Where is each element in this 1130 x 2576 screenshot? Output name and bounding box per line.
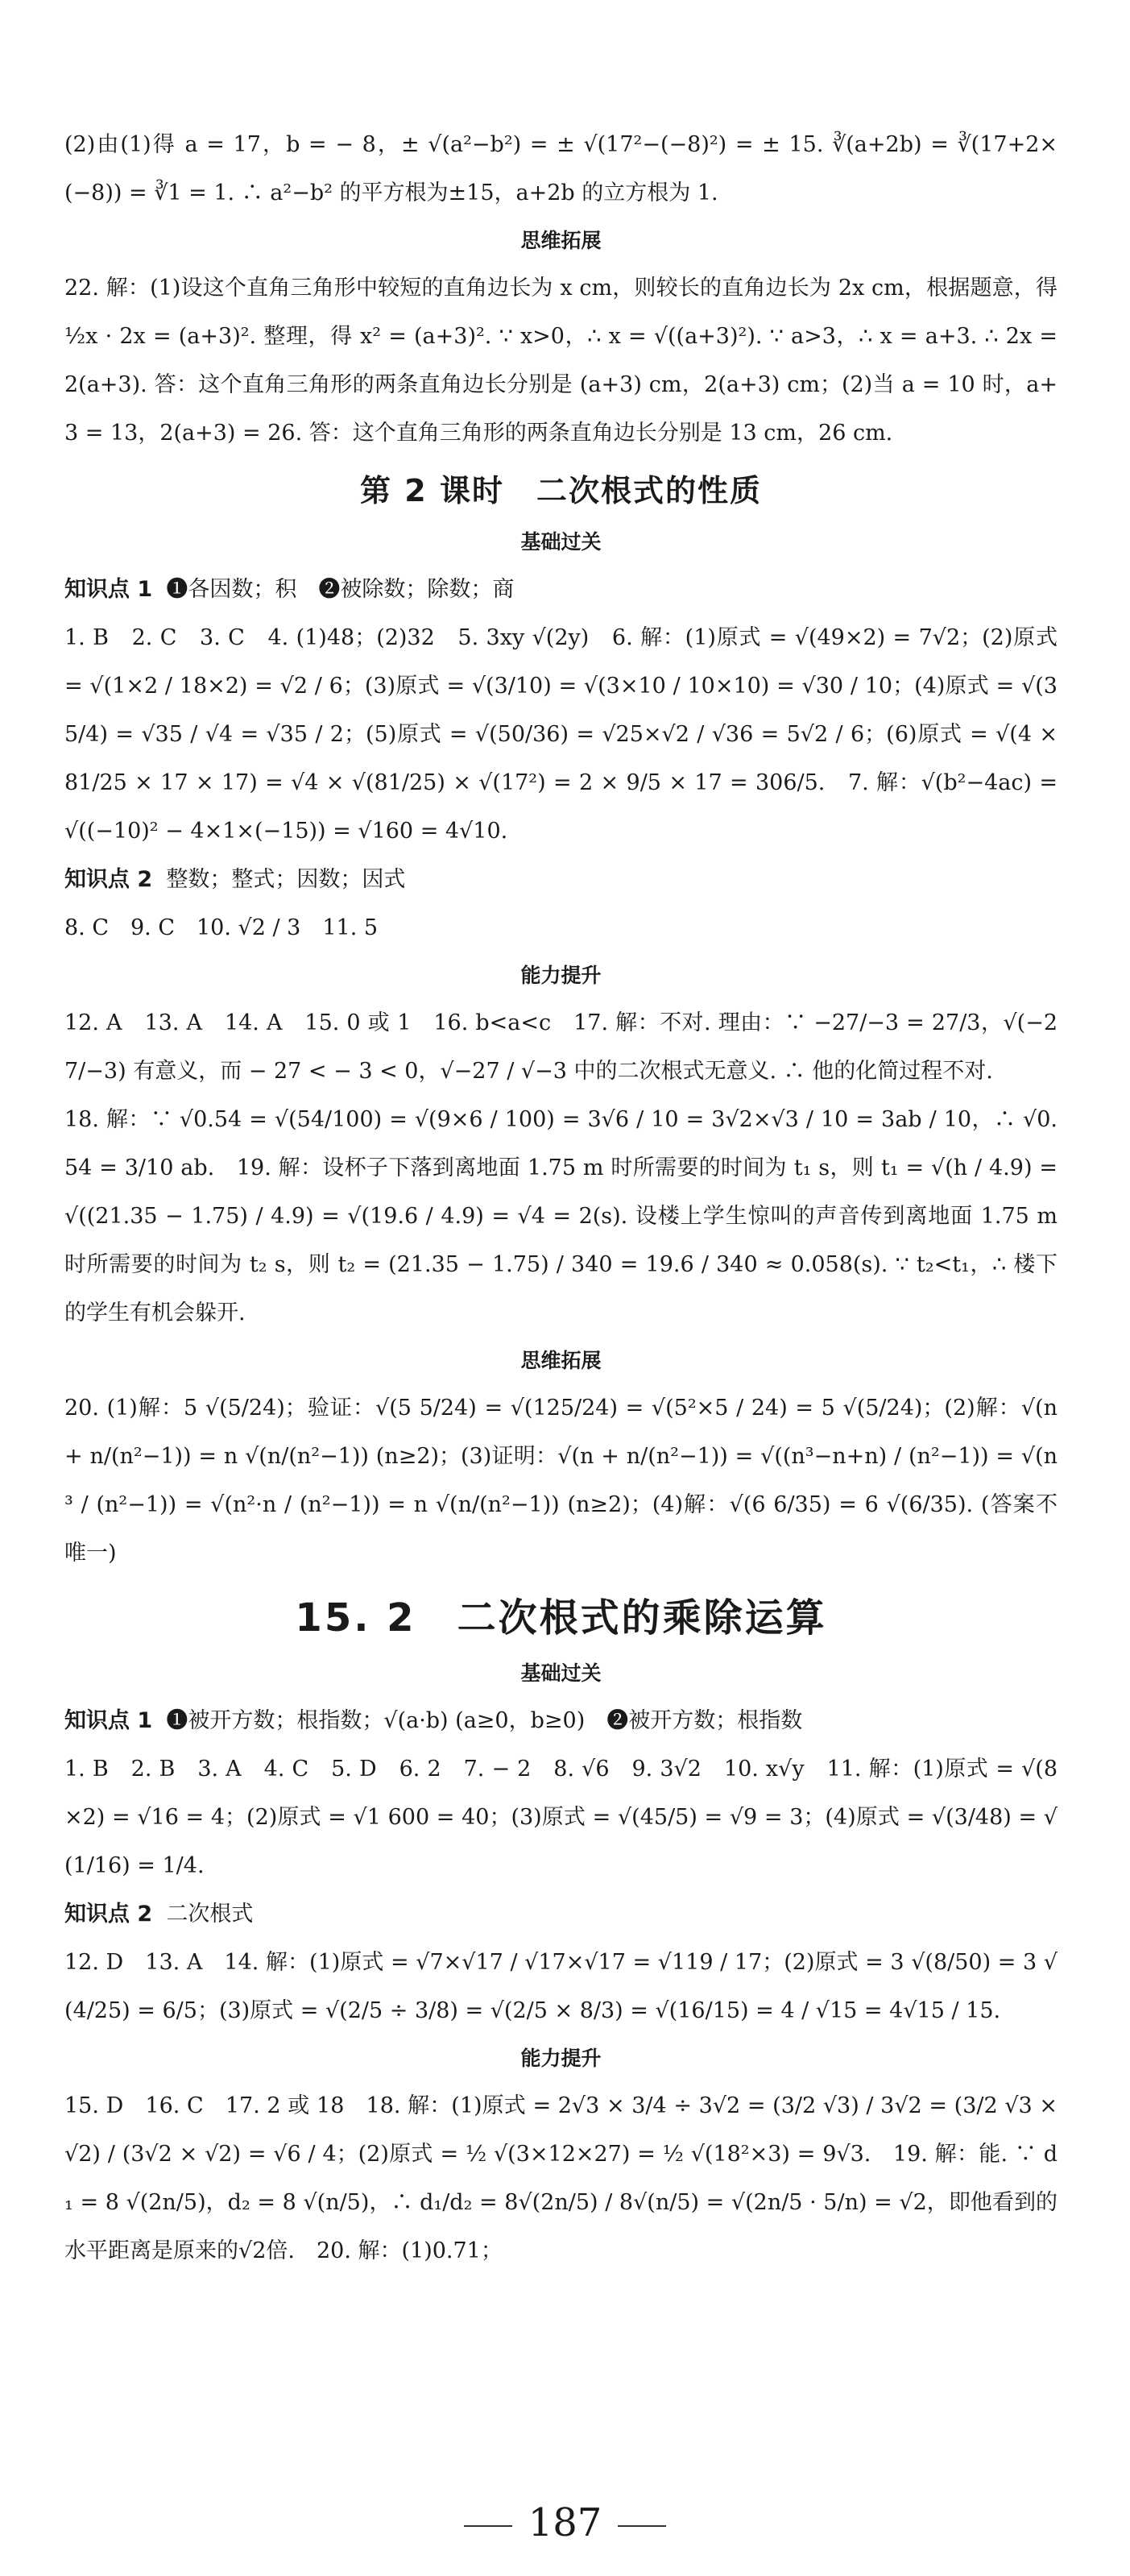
knowledge-point-3 — [64, 1697, 1058, 1745]
answers-s2-12-14: 12. D 13. A 14. 解：(1)原式 = √7×√17 / √17×√17 = √119 / 17；(2)原式 = 3 √(8/50) = 3 √(4/25) = 6/5；(3)原式 = √(2/5 ÷ 3/8) = √(2/5 × 8/3) = √(16/15) = 4 / √15 = 4√15 / 15. — [64, 1950, 1058, 2023]
kp3-label: 知识点 1 — [64, 1708, 153, 1733]
answer-20: 20. (1)解：5 √(5/24)；验证：√(5 5/24) = √(125/24) = √(5²×5 / 24) = 5 √(5/24)；(2)解：√(n + n/(n²−1)) = n √(n/(n²−1)) (n≥2)；(3)证明：√(n + n/(n²−1)) = √((n³−n+n) / (n²−1)) = √(n³ / (n²−1)) = √(n²·n / (n²−1)) = n √(n/(n²−1)) (n≥2)；(4)解：√(6 6/35) = 6 √(6/35). (答案不唯一) — [64, 1396, 1058, 1566]
subheading-thinking-1: 思维拓展 — [520, 229, 602, 252]
section-title: 15. 2 二次根式的乘除运算 — [295, 1595, 827, 1641]
knowledge-point-2 — [64, 856, 1058, 904]
kp2-text: 整数；整式；因数；因式 — [166, 867, 406, 892]
subheading-basic-1: 基础过关 — [520, 530, 602, 554]
answers-18-19: 18. 解：∵ √0.54 = √(54/100) = √(9×6 / 100) = 3√6 / 10 = 3√2×√3 / 10 = 3ab / 10，∴ √0.54 = 3/10 ab. 19. 解：设杯子下落到离地面 1.75 m 时所需要的时间为 t₁ s，则 t₁ = √(h / 4.9) = √((21.35 − 1.75) / 4.9) = √(19.6 / 4.9) = √4 = 2(s). 设楼上学生惊叫的声音传到离地面 1.75 m 时所需要的时间为 t₂ s，则 t₂ = (21.35 − 1.75) / 340 = 19.6 / 340 ≈ 0.058(s). ∵ t₂<t₁，∴ 楼下的学生有机会躲开. — [64, 1107, 1058, 1325]
subheading-ability-2: 能力提升 — [520, 2047, 602, 2070]
answers-8-11: 8. C 9. C 10. √2 / 3 11. 5 — [64, 915, 379, 940]
subheading-ability-1: 能力提升 — [520, 964, 602, 987]
kp4-text: 二次根式 — [166, 1902, 254, 1927]
page-number: 187 — [0, 2500, 1130, 2545]
answers-1-7: 1. B 2. C 3. C 4. (1)48；(2)32 5. 3xy √(2y) 6. 解：(1)原式 = √(49×2) = 7√2；(2)原式 = √(1×2 / 18×2) = √2 / 6；(3)原式 = √(3/10) = √(3×10 / 10×10) = √30 / 10；(4)原式 = √(35/4) = √35 / √4 = √35 / 2；(5)原式 = √(50/36) = √25×√2 / √36 = 5√2 / 6；(6)原式 = √(4 × 81/25 × 17 × 17) = √4 × √(81/25) × √(17²) = 2 × 9/5 × 17 = 306/5. 7. 解：√(b²−4ac) = √((−10)² − 4×1×(−15)) = √160 = 4√10. — [64, 625, 1058, 844]
subheading-thinking-2: 思维拓展 — [520, 1349, 602, 1372]
subheading-basic-2: 基础过关 — [520, 1661, 602, 1685]
answers-s2-1-11: 1. B 2. B 3. A 4. C 5. D 6. 2 7. − 2 8. √6 9. 3√2 10. x√y 11. 解：(1)原式 = √(8×2) = √16 = 4；(2)原式 = √1 600 = 40；(3)原式 = √(45/5) = √9 = 3；(4)原式 = √(3/48) = √(1/16) = 1/4. — [64, 1757, 1058, 1878]
answer-q22: 22. 解：(1)设这个直角三角形中较短的直角边长为 x cm，则较长的直角边长为 2x cm，根据题意，得 ½x · 2x = (a+3)². 整理，得 x² = (a+3)². ∵ x>0，∴ x = √((a+3)²). ∵ a>3，∴ x = a+3. ∴ 2x = 2(a+3). 答：这个直角三角形的两条直角边长分别是 (a+3) cm，2(a+3) cm；(2)当 a = 10 时，a+3 = 13，2(a+3) = 26. 答：这个直角三角形的两条直角边长分别是 13 cm，26 cm. — [64, 276, 1058, 446]
answers-s2-15-20: 15. D 16. C 17. 2 或 18 18. 解：(1)原式 = 2√3 × 3/4 ÷ 3√2 = (3/2 √3) / 3√2 = (3/2 √3 × √2) / (3√2 × √2) = √6 / 4；(2)原式 = ½ √(3×12×27) = ½ √(18²×3) = 9√3. 19. 解：能. ∵ d₁ = 8 √(2n/5)，d₂ = 8 √(n/5)，∴ d₁/d₂ = 8√(2n/5) / 8√(n/5) = √(2n/5 · 5/n) = √2，即他看到的水平距离是原来的√2倍. 20. 解：(1)0.71； — [64, 2093, 1058, 2263]
answers-12-17: 12. A 13. A 14. A 15. 0 或 1 16. b<a<c 17. 解：不对. 理由：∵ −27/−3 = 27/3，√(−27/−3) 有意义，而 − 27 < − 3 < 0，√−27 / √−3 中的二次根式无意义. ∴ 他的化简过程不对. — [64, 1010, 1058, 1084]
knowledge-point-4 — [64, 1890, 1058, 1939]
answer-paragraph-top: (2)由(1)得 a = 17，b = − 8，± √(a²−b²) = ± √(17²−(−8)²) = ± 15. ∛(a+2b) = ∛(17+2×(−8)) = ∛1 = 1. ∴ a²−b² 的平方根为±15，a+2b 的立方根为 1. — [64, 132, 1058, 205]
kp4-label: 知识点 2 — [64, 1902, 153, 1927]
lesson-title: 第 2 课时 二次根式的性质 — [360, 473, 762, 508]
kp3-text: ❶被开方数；根指数；√(a·b) (a≥0，b≥0) ❷被开方数；根指数 — [166, 1708, 803, 1733]
kp1-label: 知识点 1 — [64, 577, 153, 602]
knowledge-point-1 — [64, 566, 1058, 614]
kp2-label: 知识点 2 — [64, 867, 153, 892]
kp1-text: ❶各因数；积 ❷被除数；除数；商 — [166, 577, 515, 602]
